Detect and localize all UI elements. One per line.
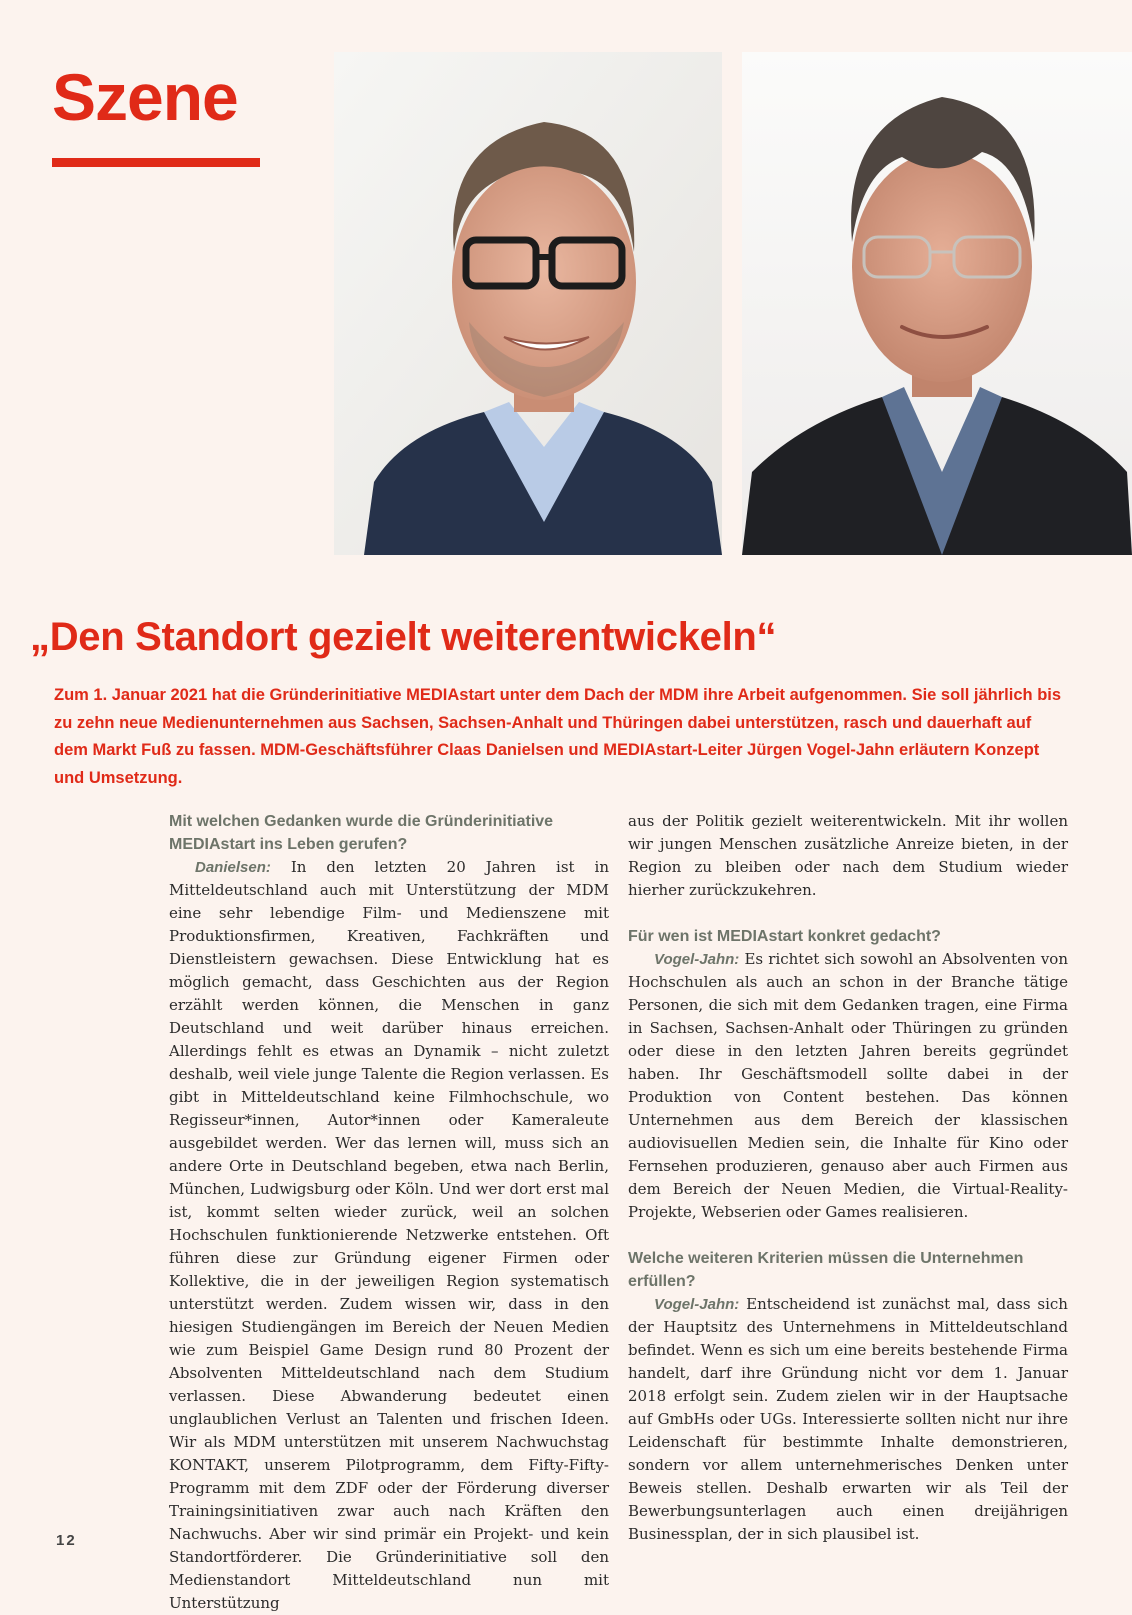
text-column-right: [628, 810, 1068, 1546]
speaker-label: Vogel-Jahn:: [654, 1296, 740, 1313]
portrait-photo-vogel-jahn: [742, 52, 1132, 555]
portrait-photo-danielsen: [334, 52, 722, 555]
answer-continued: aus der Politik gezielt weiterentwickeln. Mit ihr wollen wir jungen Menschen zusätzliche Anreize bieten, in der Region zu bleiben oder nach dem Studium wieder hierher zurückzukehren.: [628, 812, 1068, 899]
interview-question: Mit welchen Gedanken wurde die Gründerinitiative MEDIAstart ins Leben gerufen?: [169, 813, 554, 853]
answer-text: In den letzten 20 Jahren ist in Mitteldeutschland auch mit Unterstützung der MDM eine sehr lebendige Film- und Medienszene mit Produktionsfirmen, Kreativen, Fachkräften und Dienstleistern gewachsen. Diese Entwicklung hat es möglich gemacht, dass Geschichten aus der Region erzählt werden können, die Menschen in ganz Deutschland und weit darüber hinaus erreichen. Allerdings fehlt es etwas an Dynamik – nicht zuletzt deshalb, weil viele junge Talente die Region verlassen. Es gibt in Mitteldeutschland keine Filmhochschule, wo Regisseur*innen, Autor*innen oder Kameraleute ausgebildet werden. Wer das lernen will, muss sich an andere Orte in Deutschland begeben, etwa nach Berlin, München, Ludwigsburg oder Köln. Und wer dort erst mal ist, kommt selten wieder zurück, weil an solchen Hochschulen funktionierende Netzwerke entstehen. Oft führen diese zur Gründung eigener Firmen oder Kollektive, die in der jeweiligen Region systematisch unterstützt werden. Zudem wissen wir, dass in den hiesigen Studiengängen im Bereich der Neuen Medien wie zum Beispiel Game Design rund 80 Prozent der Absolventen Mitteldeutschland nach dem Studium verlassen. Diese Abwanderung bedeutet einen unglaublichen Verlust an Talenten und frischen Ideen. Wir als MDM unterstützen mit unserem Nachwuchstag KONTAKT, unserem Pilotprogramm, dem Fifty-Fifty-Programm mit dem ZDF oder der Förderung diverser Trainingsinitiativen zwar auch nach Kräften den Nachwuchs. Aber wir sind primär ein Projekt- und kein Standortförderer. Die Gründerinitiative soll den Medienstandort Mitteldeutschland nun mit Unterstützung: [169, 858, 609, 1612]
interview-answer: [628, 948, 1068, 1224]
article-headline: „Den Standort gezielt weiterentwickeln“: [30, 615, 777, 659]
section-title: Szene: [52, 60, 238, 134]
section-rule: [52, 158, 260, 167]
speaker-label: Vogel-Jahn:: [654, 951, 740, 968]
interview-answer: [628, 1293, 1068, 1546]
interview-question: Für wen ist MEDIAstart konkret gedacht?: [628, 928, 941, 945]
speaker-label: Danielsen:: [195, 859, 271, 876]
text-column-left: [169, 810, 609, 1615]
interview-question: Welche weiteren Kriterien müssen die Unternehmen erfüllen?: [628, 1250, 1024, 1290]
answer-text: Entscheidend ist zunächst mal, dass sich der Hauptsitz des Unternehmens in Mitteldeutschland befindet. Wenn es sich um eine bereits bestehende Firma handelt, darf ihre Gründung nicht vor dem 1. Januar 2018 erfolgt sein. Zudem zielen wir in der Hauptsache auf GmbHs oder UGs. Interessierte sollten nicht nur ihre Leidenschaft für bestimmte Inhalte demonstrieren, sondern vor allem unternehmerisches Denken unter Beweis stellen. Deshalb erwarten wir als Teil der Bewerbungsunterlagen auch einen dreijährigen Businessplan, der in sich plausibel ist.: [628, 1295, 1068, 1543]
interview-answer: [169, 856, 609, 1615]
article-intro: Zum 1. Januar 2021 hat die Gründerinitiative MEDIAstart unter dem Dach der MDM ihre Arbeit aufgenommen. Sie soll jährlich bis zu zehn neue Medienunternehmen aus Sachsen, Sachsen-Anhalt und Thüringen dabei unterstützen, rasch und dauerhaft auf dem Markt Fuß zu fassen. MDM-Geschäftsführer Claas Danielsen und MEDIAstart-Leiter Jürgen Vogel-Jahn erläutern Konzept und Umsetzung.: [54, 686, 1062, 787]
page-number: 12: [56, 1532, 77, 1549]
answer-text: Es richtet sich sowohl an Absolventen von Hochschulen als auch an schon in der Branche tätige Personen, die sich mit dem Gedanken tragen, eine Firma in Sachsen, Sachsen-Anhalt oder Thüringen zu gründen oder diese in den letzten Jahren bereits gegründet haben. Ihr Geschäftsmodell sollte dabei in der Produktion von Content bestehen. Das können Unternehmen aus dem Bereich der klassischen audiovisuellen Medien sein, die Inhalte für Kino oder Fernsehen produzieren, genauso aber auch Firmen aus dem Bereich der Neuen Medien, die Virtual-Reality-Projekte, Webserien oder Games realisieren.: [628, 950, 1068, 1221]
